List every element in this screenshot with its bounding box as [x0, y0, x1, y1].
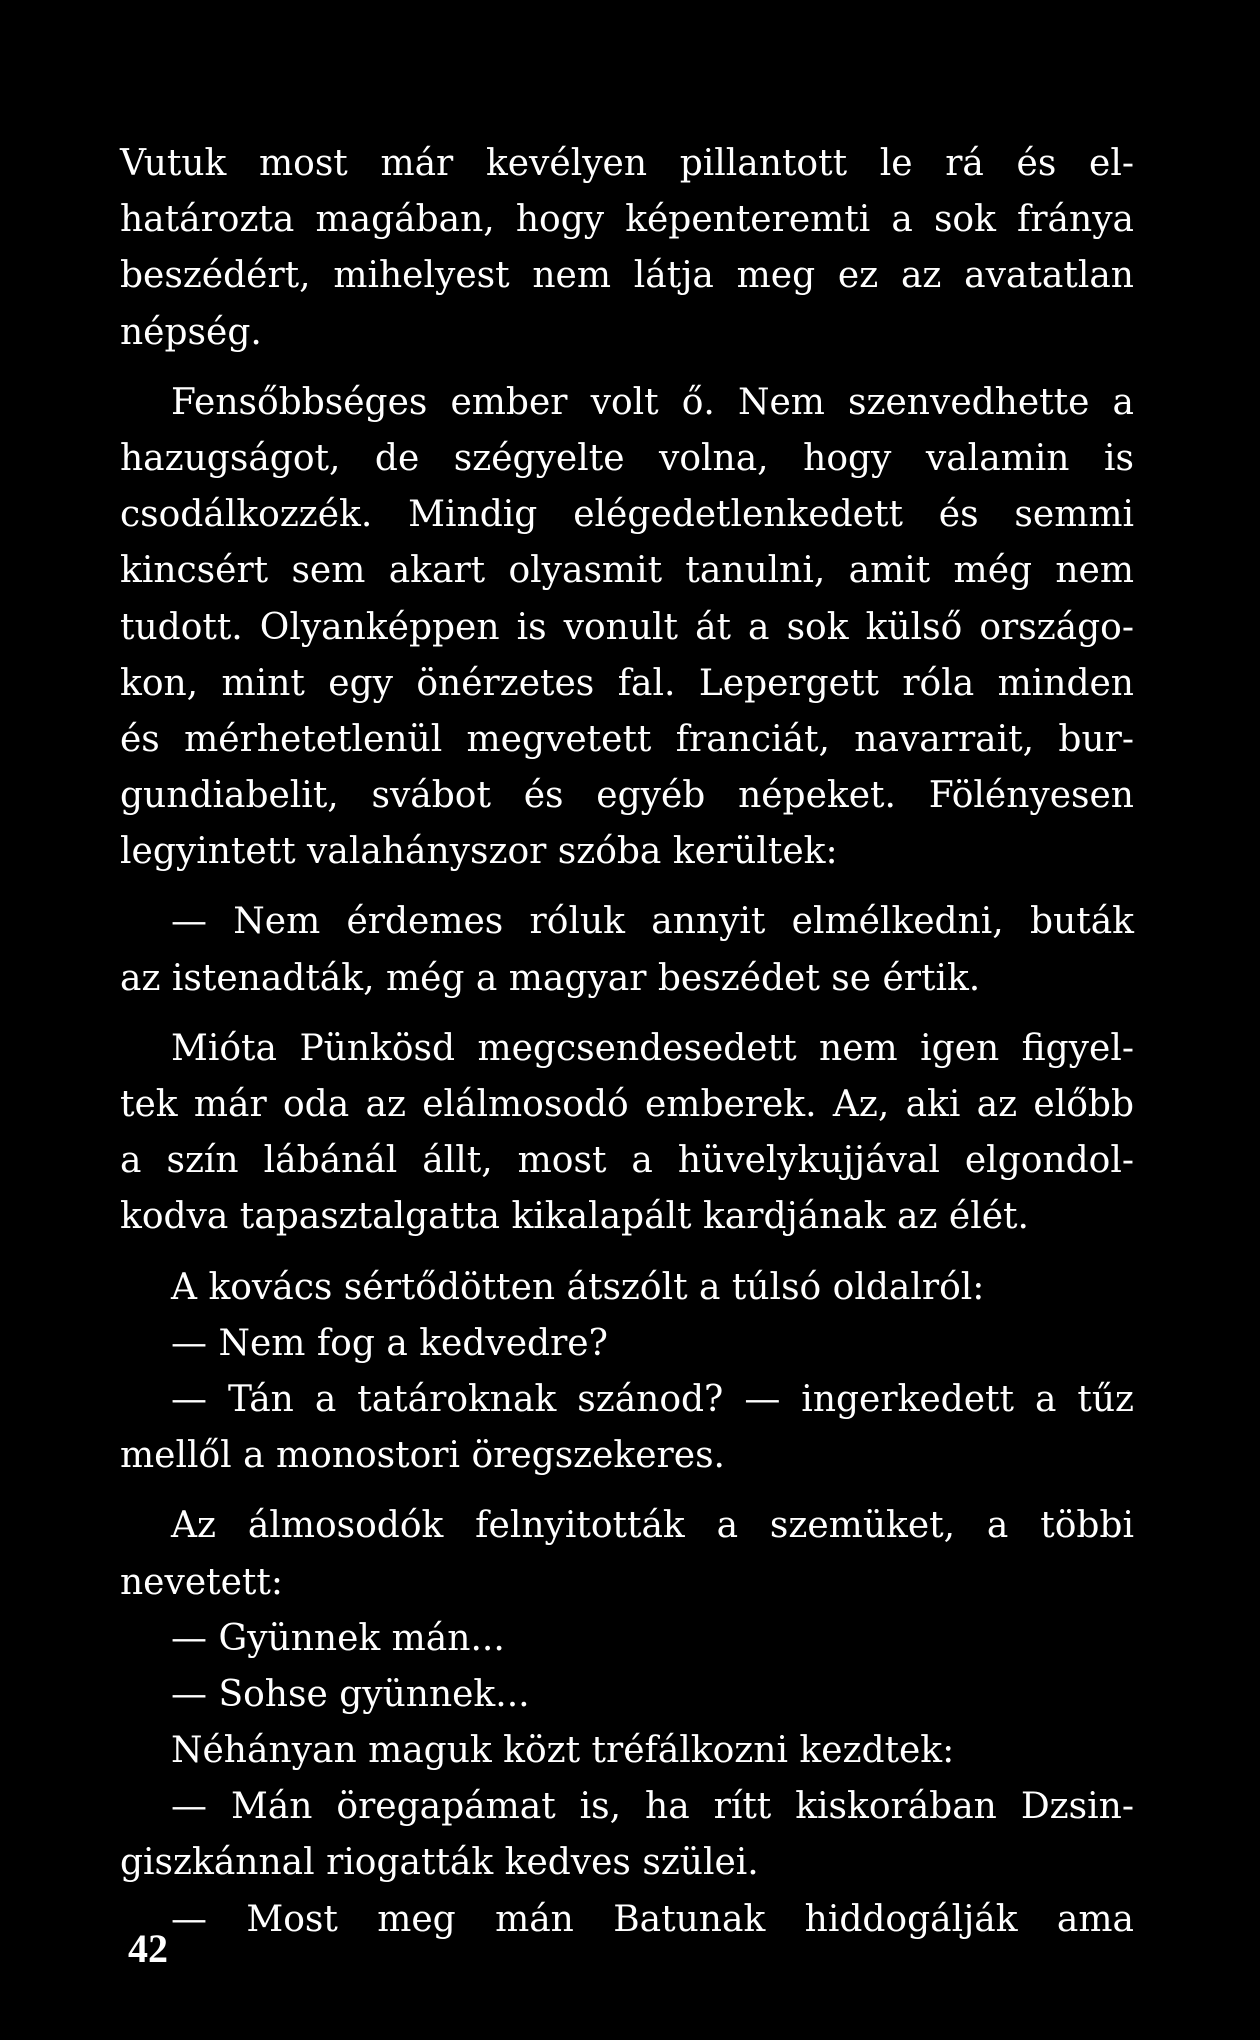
text-line: a szín lábánál állt, most a hüvelykujjával elgondol-	[120, 1140, 1134, 1182]
text-line: Az álmosodók felnyitották a szemüket, a többi	[171, 1505, 1134, 1547]
text-line: — Sohse gyünnek...	[171, 1673, 530, 1715]
text-line: — Mán öregapámat is, ha rítt kiskorában Dzsin-	[171, 1786, 1134, 1828]
text-line: Fensőbbséges ember volt ő. Nem szenvedhette a	[171, 381, 1134, 423]
text-line: giszkánnal riogatták kedves szülei.	[120, 1842, 759, 1884]
text-line: — Nem fog a kedvedre?	[171, 1322, 608, 1364]
text-line: — Nem érdemes róluk annyit elmélkedni, buták	[171, 901, 1134, 943]
text-line: — Tán a tatároknak szánod? — ingerkedett a tűz	[171, 1378, 1134, 1420]
text-line: népség.	[120, 311, 262, 353]
text-line: csodálkozzék. Mindig elégedetlenkedett és semmi	[120, 494, 1134, 536]
text-line: Vutuk most már kevélyen pillantott le rá és el-	[120, 143, 1134, 184]
text-line: mellől a monostori öregszekeres.	[120, 1435, 725, 1477]
text-line: hazugságot, de szégyelte volna, hogy valamin is	[120, 437, 1134, 479]
text-line: az istenadták, még a magyar beszédet se értik.	[120, 957, 981, 999]
text-line: kincsért sem akart olyasmit tanulni, amit még nem	[120, 550, 1134, 592]
text-line: tudott. Olyanképpen is vonult át a sok külső országo-	[120, 606, 1134, 648]
text-line: kodva tapasztalgatta kikalapált kardjának az élét.	[120, 1196, 1029, 1238]
body-text	[120, 136, 1134, 1948]
text-line: beszédért, mihelyest nem látja meg ez az avatatlan	[120, 255, 1134, 297]
text-line: kon, mint egy önérzetes fal. Lepergett róla minden	[120, 662, 1134, 704]
text-line: és mérhetetlenül megvetett franciát, navarrait, bur-	[120, 718, 1134, 760]
page-number: 42	[128, 1926, 168, 1971]
text-line: — Gyünnek mán...	[171, 1617, 505, 1659]
text-line: Mióta Pünkösd megcsendesedett nem igen figyel-	[171, 1027, 1134, 1069]
text-line: gundiabelit, svábot és egyéb népeket. Fölényesen	[120, 775, 1134, 817]
text-line: határozta magában, hogy képenteremti a sok fránya	[120, 199, 1134, 241]
text-line: legyintett valahányszor szóba kerültek:	[120, 831, 838, 873]
text-line: A kovács sértődötten átszólt a túlsó oldalról:	[171, 1266, 985, 1308]
text-line: nevetett:	[120, 1561, 283, 1603]
text-line: — Most meg mán Batunak hiddogálják ama	[171, 1898, 1134, 1940]
text-line: tek már oda az elálmosodó emberek. Az, aki az előbb	[120, 1084, 1134, 1125]
text-line: Néhányan maguk közt tréfálkozni kezdtek:	[171, 1730, 955, 1772]
